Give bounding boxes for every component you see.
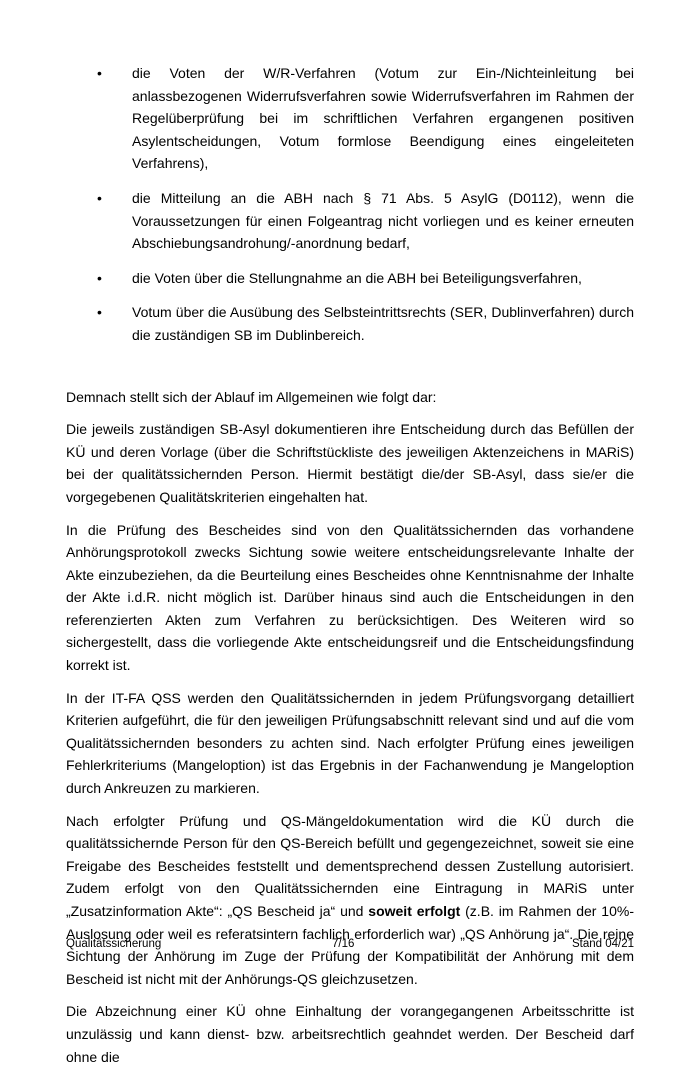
paragraph: In die Prüfung des Bescheides sind von den Qualitätssichernden das vorhandene Anhörungsprotokoll zwecks Sichtung sowie weitere entscheidungsrelevante Inhalte der Akte einzubeziehen, da die Beurteilung eines Bescheides ohne Kenntnisnahme der Inhalte der Akte i.d.R. nicht möglich ist. Darüber hinaus sind auch die Entscheidungen in den referenzierten Akten zum Verfahren zu berücksichtigen. Des Weiteren wird so sichergestellt, dass die vorliegende Akte entscheidungsreif und die Entscheidungsfindung korrekt ist. xyxy=(66,521,634,674)
list-item xyxy=(66,267,634,290)
bold-text: soweit erfolgt xyxy=(368,903,461,919)
bullet-list xyxy=(66,62,634,347)
bullet-icon: • xyxy=(97,269,102,286)
paragraph: Die Abzeichnung einer KÜ ohne Einhaltung der vorangegangenen Arbeitsschritte ist unzulässig und kann dienst- bzw. arbeitsrechtlich geahndet werden. Der Bescheid darf ohne die xyxy=(66,1003,634,1065)
list-item-text: Votum über die Ausübung des Selbsteintrittsrechts (SER, Dublinverfahren) durch die zuständigen SB im Dublinbereich. xyxy=(132,304,634,343)
paragraph-text: (z.B. im Rahmen der 10%-Auslosung oder weil es referatsintern fachlich erforderlich war) „QS Anhörung ja“. Die reine Sichtung der Anhörung im Zuge der Prüfung der Kompatibilität der Anhörung mit dem Bescheid ist nicht mit der Anhörungs-QS gleichzusetzen. xyxy=(66,903,634,987)
footer-date: Stand 04/21 xyxy=(571,938,634,950)
paragraph-text: Nach erfolgter Prüfung und QS-Mängeldokumentation wird die KÜ durch die qualitätssichernde Person für den QS-Bereich befüllt und gegengezeichnet, soweit sie eine Freigabe des Bescheides feststellt und dementsprechend dessen Zustellung autorisiert. Zudem erfolgt von den Qualitätssichernden eine Eintragung in MARiS unter „Zusatzinformation Akte“: „QS Bescheid ja“ und xyxy=(66,812,634,919)
list-item xyxy=(66,301,634,346)
list-item xyxy=(66,187,634,255)
page-number: 7/16 xyxy=(332,938,355,950)
list-item-text: die Voten über die Stellungnahme an die ABH bei Beteiligungsverfahren, xyxy=(132,269,582,286)
paragraph: Die jeweils zuständigen SB-Asyl dokumentieren ihre Entscheidung durch das Befüllen der KÜ und deren Vorlage (über die Schriftstückliste des jeweiligen Aktenzeichens in MARiS) bei der qualitätssichernden Person. Hiermit bestätigt die/der SB-Asyl, dass sie/er die vorgegebenen Qualitätskriterien eingehalten hat. xyxy=(66,421,634,505)
bullet-icon: • xyxy=(97,189,102,206)
spacer xyxy=(66,359,634,386)
list-item xyxy=(66,62,634,175)
list-item-text: die Voten der W/R-Verfahren (Votum zur Ein-/Nichteinleitung bei anlassbezogenen Widerrufsverfahren sowie Widerrufsverfahren im Rahmen der Regelüberprüfung bei im schriftlichen Verfahren ergangenen positiven Asylentscheidungen, Votum formlose Beendigung eines eingeleiteten Verfahrens), xyxy=(132,65,634,172)
paragraph: In der IT-FA QSS werden den Qualitätssichernden in jedem Prüfungsvorgang detailliert Kriterien aufgeführt, die für den jeweiligen Prüfungsabschnitt relevant sind und auf die vom Qualitätssichernden besonders zu achten sind. Nach erfolgter Prüfung eines jeweiligen Fehlerkriteriums (Mangeloption) ist das Ergebnis in der Fachanwendung je Mangeloption durch Ankreuzen zu markieren. xyxy=(66,689,634,797)
paragraph-intro: Demnach stellt sich der Ablauf im Allgemeinen wie folgt dar: xyxy=(66,388,437,405)
list-item-text: die Mitteilung an die ABH nach § 71 Abs. 5 AsylG (D0112), wenn die Voraussetzungen für einen Folgeantrag nicht vorliegen und es keiner erneuten Abschiebungsandrohung/-anordnung bedarf, xyxy=(132,189,634,252)
paragraph xyxy=(66,810,634,991)
bullet-icon: • xyxy=(97,65,102,81)
document-body xyxy=(66,62,634,1078)
footer-title: Qualitätssicherung xyxy=(66,938,162,950)
bullet-icon: • xyxy=(97,304,102,321)
